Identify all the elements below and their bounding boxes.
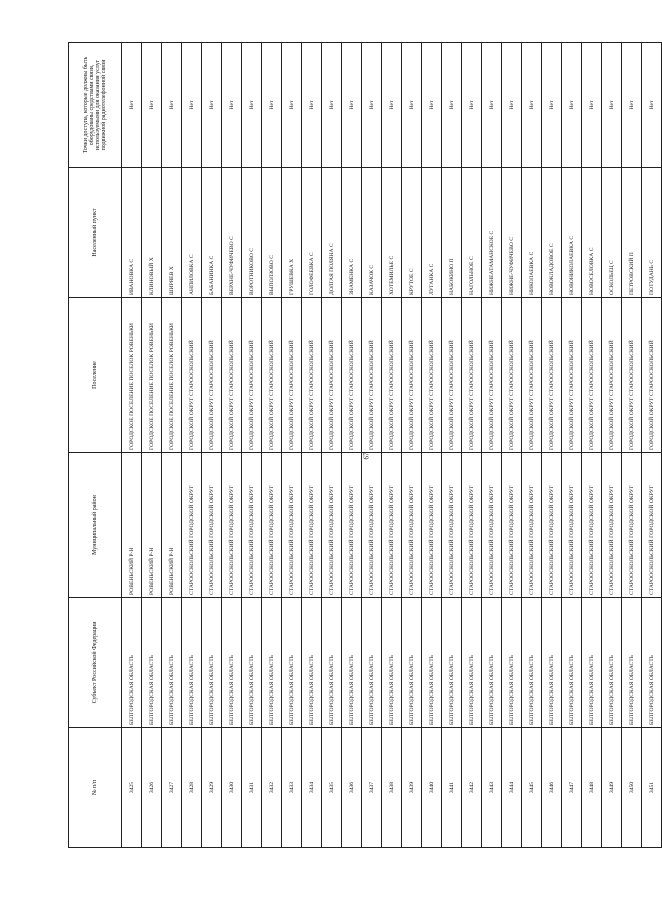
row-locality: ДОЛГАЯ ПОЛЯНА С	[322, 168, 342, 298]
row-region: БЕЛГОРОДСКАЯ ОБЛАСТЬ	[322, 598, 342, 728]
row-access-point: Нет	[322, 43, 342, 168]
row-region: БЕЛГОРОДСКАЯ ОБЛАСТЬ	[302, 598, 322, 728]
row-number: 3444	[502, 728, 522, 848]
row-access-point: Нет	[642, 43, 662, 168]
header-district: Муниципальный район	[69, 453, 122, 598]
row-number: 3428	[182, 728, 202, 848]
row-region: БЕЛГОРОДСКАЯ ОБЛАСТЬ	[402, 598, 422, 728]
row-region: БЕЛГОРОДСКАЯ ОБЛАСТЬ	[142, 598, 162, 728]
table-row	[582, 43, 602, 848]
row-region: БЕЛГОРОДСКАЯ ОБЛАСТЬ	[522, 598, 542, 728]
table-row	[222, 43, 242, 848]
row-locality: БАБАНИНКА С	[202, 168, 222, 298]
row-region: БЕЛГОРОДСКАЯ ОБЛАСТЬ	[262, 598, 282, 728]
row-region: БЕЛГОРОДСКАЯ ОБЛАСТЬ	[642, 598, 662, 728]
row-access-point: Нет	[482, 43, 502, 168]
row-settlement: ГОРОДСКОЙ ОКРУГ СТАРООСКОЛЬСКИЙ	[462, 298, 482, 453]
row-access-point: Нет	[562, 43, 582, 168]
row-access-point: Нет	[262, 43, 282, 168]
row-locality: ВЕРХНЕ-ЧУФИЧЕВО С	[222, 168, 242, 298]
row-district: СТАРООСКОЛЬСКИЙ ГОРОДСКОЙ ОКРУГ	[342, 453, 362, 598]
row-district: СТАРООСКОЛЬСКИЙ ГОРОДСКОЙ ОКРУГ	[222, 453, 242, 598]
row-region: БЕЛГОРОДСКАЯ ОБЛАСТЬ	[502, 598, 522, 728]
row-region: БЕЛГОРОДСКАЯ ОБЛАСТЬ	[442, 598, 462, 728]
row-number: 3436	[342, 728, 362, 848]
row-settlement: ГОРОДСКОЙ ОКРУГ СТАРООСКОЛЬСКИЙ	[302, 298, 322, 453]
row-settlement: ГОРОДСКОЕ ПОСЕЛЕНИЕ ПОСЕЛОК РОВЕНЬКИ	[142, 298, 162, 453]
row-access-point: Нет	[242, 43, 262, 168]
row-district: СТАРООСКОЛЬСКИЙ ГОРОДСКОЙ ОКРУГ	[522, 453, 542, 598]
row-district: СТАРООСКОЛЬСКИЙ ГОРОДСКОЙ ОКРУГ	[602, 453, 622, 598]
table-row	[442, 43, 462, 848]
row-locality: НОВОКЛАДОВОЕ С	[542, 168, 562, 298]
row-district: СТАРООСКОЛЬСКИЙ ГОРОДСКОЙ ОКРУГ	[642, 453, 662, 598]
row-settlement: ГОРОДСКОЙ ОКРУГ СТАРООСКОЛЬСКИЙ	[522, 298, 542, 453]
row-region: БЕЛГОРОДСКАЯ ОБЛАСТЬ	[282, 598, 302, 728]
row-access-point: Нет	[542, 43, 562, 168]
row-district: СТАРООСКОЛЬСКИЙ ГОРОДСКОЙ ОКРУГ	[402, 453, 422, 598]
row-region: БЕЛГОРОДСКАЯ ОБЛАСТЬ	[222, 598, 242, 728]
table-row	[322, 43, 342, 848]
row-locality: НИЖНЕ-ЧУФИЧЕВО С	[502, 168, 522, 298]
row-locality: НИКОЛАЕВКА С	[522, 168, 542, 298]
row-locality: НОВОСЕЛОВКА С	[582, 168, 602, 298]
row-locality: ГРУШЕВКА Х	[282, 168, 302, 298]
row-district: СТАРООСКОЛЬСКИЙ ГОРОДСКОЙ ОКРУГ	[542, 453, 562, 598]
table-row	[262, 43, 282, 848]
row-district: СТАРООСКОЛЬСКИЙ ГОРОДСКОЙ ОКРУГ	[302, 453, 322, 598]
row-locality: ЗНАМЕНКА С	[342, 168, 362, 298]
row-settlement: ГОРОДСКОЙ ОКРУГ СТАРООСКОЛЬСКИЙ	[422, 298, 442, 453]
row-region: БЕЛГОРОДСКАЯ ОБЛАСТЬ	[382, 598, 402, 728]
row-access-point: Нет	[162, 43, 182, 168]
row-number: 3438	[382, 728, 402, 848]
row-access-point: Нет	[142, 43, 162, 168]
row-number: 3429	[202, 728, 222, 848]
table-row	[562, 43, 582, 848]
row-locality: КРУТОЕ С	[402, 168, 422, 298]
row-district: СТАРООСКОЛЬСКИЙ ГОРОДСКОЙ ОКРУГ	[442, 453, 462, 598]
row-settlement: ГОРОДСКОЙ ОКРУГ СТАРООСКОЛЬСКИЙ	[602, 298, 622, 453]
row-number: 3433	[282, 728, 302, 848]
page-number: 67	[362, 452, 371, 460]
row-settlement: ГОРОДСКОЙ ОКРУГ СТАРООСКОЛЬСКИЙ	[362, 298, 382, 453]
row-district: СТАРООСКОЛЬСКИЙ ГОРОДСКОЙ ОКРУГ	[382, 453, 402, 598]
row-number: 3431	[242, 728, 262, 848]
header-number: № п/п	[69, 728, 122, 848]
table-row	[522, 43, 542, 848]
row-settlement: ГОРОДСКОЙ ОКРУГ СТАРООСКОЛЬСКИЙ	[562, 298, 582, 453]
row-district: РОВЕНЬСКИЙ Р-Н	[122, 453, 142, 598]
row-district: СТАРООСКОЛЬСКИЙ ГОРОДСКОЙ ОКРУГ	[262, 453, 282, 598]
table-row	[462, 43, 482, 848]
row-locality: НОВОНИКОЛАЕВКА С	[562, 168, 582, 298]
row-number: 3442	[462, 728, 482, 848]
row-locality: КЛИНОВЫЙ Х	[142, 168, 162, 298]
row-region: БЕЛГОРОДСКАЯ ОБЛАСТЬ	[342, 598, 362, 728]
row-settlement: ГОРОДСКОЕ ПОСЕЛЕНИЕ ПОСЕЛОК РОВЕНЬКИ	[122, 298, 142, 453]
row-number: 3425	[122, 728, 142, 848]
table-row	[202, 43, 222, 848]
row-access-point: Нет	[122, 43, 142, 168]
row-number: 3440	[422, 728, 442, 848]
row-region: БЕЛГОРОДСКАЯ ОБЛАСТЬ	[482, 598, 502, 728]
row-access-point: Нет	[362, 43, 382, 168]
row-locality: КАЗАЧОК С	[362, 168, 382, 298]
table-header-row	[69, 43, 122, 848]
row-number: 3435	[322, 728, 342, 848]
row-locality: ВЫПОЛЗОВО С	[262, 168, 282, 298]
row-settlement: ГОРОДСКОЙ ОКРУГ СТАРООСКОЛЬСКИЙ	[402, 298, 422, 453]
table-row	[542, 43, 562, 848]
row-access-point: Нет	[402, 43, 422, 168]
table-row	[482, 43, 502, 848]
row-district: СТАРООСКОЛЬСКИЙ ГОРОДСКОЙ ОКРУГ	[582, 453, 602, 598]
row-settlement: ГОРОДСКОЙ ОКРУГ СТАРООСКОЛЬСКИЙ	[482, 298, 502, 453]
row-settlement: ГОРОДСКОЙ ОКРУГ СТАРООСКОЛЬСКИЙ	[622, 298, 642, 453]
row-access-point: Нет	[622, 43, 642, 168]
table-rotation-wrapper	[68, 43, 655, 848]
row-settlement: ГОРОДСКОЙ ОКРУГ СТАРООСКОЛЬСКИЙ	[282, 298, 302, 453]
row-access-point: Нет	[202, 43, 222, 168]
row-number: 3443	[482, 728, 502, 848]
row-access-point: Нет	[342, 43, 362, 168]
table-row	[642, 43, 662, 848]
row-number: 3437	[362, 728, 382, 848]
row-number: 3439	[402, 728, 422, 848]
row-locality: ПОТУДАНЬ С	[642, 168, 662, 298]
row-region: БЕЛГОРОДСКАЯ ОБЛАСТЬ	[122, 598, 142, 728]
table-body	[122, 43, 662, 848]
row-district: СТАРООСКОЛЬСКИЙ ГОРОДСКОЙ ОКРУГ	[282, 453, 302, 598]
row-region: БЕЛГОРОДСКАЯ ОБЛАСТЬ	[462, 598, 482, 728]
row-access-point: Нет	[522, 43, 542, 168]
row-access-point: Нет	[182, 43, 202, 168]
table-row	[282, 43, 302, 848]
row-settlement: ГОРОДСКОЙ ОКРУГ СТАРООСКОЛЬСКИЙ	[182, 298, 202, 453]
row-locality: ШИРЯЕВ Х	[162, 168, 182, 298]
row-locality: НАБОКИНО П	[442, 168, 462, 298]
row-settlement: ГОРОДСКОЙ ОКРУГ СТАРООСКОЛЬСКИЙ	[542, 298, 562, 453]
row-region: БЕЛГОРОДСКАЯ ОБЛАСТЬ	[622, 598, 642, 728]
row-access-point: Нет	[302, 43, 322, 168]
table-row	[622, 43, 642, 848]
row-settlement: ГОРОДСКОЙ ОКРУГ СТАРООСКОЛЬСКИЙ	[582, 298, 602, 453]
row-locality: АНПИЛОВКА С	[182, 168, 202, 298]
table-row	[242, 43, 262, 848]
row-settlement: ГОРОДСКОЙ ОКРУГ СТАРООСКОЛЬСКИЙ	[342, 298, 362, 453]
row-number: 3449	[602, 728, 622, 848]
header-access-points: Точки доступа, которые должны быть оборудованы средствами связи, используемыми для оказания услуг подвижной радиотелефонной связи	[69, 43, 122, 168]
row-district: СТАРООСКОЛЬСКИЙ ГОРОДСКОЙ ОКРУГ	[562, 453, 582, 598]
row-district: СТАРООСКОЛЬСКИЙ ГОРОДСКОЙ ОКРУГ	[182, 453, 202, 598]
row-district: СТАРООСКОЛЬСКИЙ ГОРОДСКОЙ ОКРУГ	[362, 453, 382, 598]
row-settlement: ГОРОДСКОЙ ОКРУГ СТАРООСКОЛЬСКИЙ	[502, 298, 522, 453]
table-row	[402, 43, 422, 848]
row-region: БЕЛГОРОДСКАЯ ОБЛАСТЬ	[602, 598, 622, 728]
row-number: 3434	[302, 728, 322, 848]
row-region: БЕЛГОРОДСКАЯ ОБЛАСТЬ	[562, 598, 582, 728]
row-number: 3430	[222, 728, 242, 848]
row-access-point: Нет	[582, 43, 602, 168]
table-row	[422, 43, 442, 848]
row-settlement: ГОРОДСКОЙ ОКРУГ СТАРООСКОЛЬСКИЙ	[322, 298, 342, 453]
row-region: БЕЛГОРОДСКАЯ ОБЛАСТЬ	[182, 598, 202, 728]
row-district: СТАРООСКОЛЬСКИЙ ГОРОДСКОЙ ОКРУГ	[502, 453, 522, 598]
row-locality: ХОТЕМИЛЬЕ С	[382, 168, 402, 298]
row-region: БЕЛГОРОДСКАЯ ОБЛАСТЬ	[202, 598, 222, 728]
row-number: 3450	[622, 728, 642, 848]
row-settlement: ГОРОДСКОЙ ОКРУГ СТАРООСКОЛЬСКИЙ	[242, 298, 262, 453]
row-region: БЕЛГОРОДСКАЯ ОБЛАСТЬ	[242, 598, 262, 728]
row-district: РОВЕНЬСКИЙ Р-Н	[142, 453, 162, 598]
table-row	[502, 43, 522, 848]
row-district: СТАРООСКОЛЬСКИЙ ГОРОДСКОЙ ОКРУГ	[622, 453, 642, 598]
row-settlement: ГОРОДСКОЙ ОКРУГ СТАРООСКОЛЬСКИЙ	[222, 298, 242, 453]
row-number: 3446	[542, 728, 562, 848]
row-district: СТАРООСКОЛЬСКИЙ ГОРОДСКОЙ ОКРУГ	[322, 453, 342, 598]
row-number: 3451	[642, 728, 662, 848]
row-locality: ПЕТРОВСКИЙ П	[622, 168, 642, 298]
row-number: 3445	[522, 728, 542, 848]
row-settlement: ГОРОДСКОЙ ОКРУГ СТАРООСКОЛЬСКИЙ	[262, 298, 282, 453]
row-district: СТАРООСКОЛЬСКИЙ ГОРОДСКОЙ ОКРУГ	[242, 453, 262, 598]
row-number: 3447	[562, 728, 582, 848]
row-region: БЕЛГОРОДСКАЯ ОБЛАСТЬ	[162, 598, 182, 728]
row-settlement: ГОРОДСКОЙ ОКРУГ СТАРООСКОЛЬСКИЙ	[382, 298, 402, 453]
row-number: 3448	[582, 728, 602, 848]
header-locality: Населенный пункт	[69, 168, 122, 298]
table-row	[602, 43, 622, 848]
row-locality: ГОЛОФЕЕВКА С	[302, 168, 322, 298]
row-region: БЕЛГОРОДСКАЯ ОБЛАСТЬ	[422, 598, 442, 728]
row-locality: ИВАНОВКА С	[122, 168, 142, 298]
row-number: 3426	[142, 728, 162, 848]
row-access-point: Нет	[382, 43, 402, 168]
row-access-point: Нет	[462, 43, 482, 168]
document-page	[68, 43, 655, 848]
table-row	[342, 43, 362, 848]
row-access-point: Нет	[442, 43, 462, 168]
row-access-point: Нет	[602, 43, 622, 168]
row-district: РОВЕНЬСКИЙ Р-Н	[162, 453, 182, 598]
row-district: СТАРООСКОЛЬСКИЙ ГОРОДСКОЙ ОКРУГ	[422, 453, 442, 598]
row-access-point: Нет	[222, 43, 242, 168]
row-settlement: ГОРОДСКОЕ ПОСЕЛЕНИЕ ПОСЕЛОК РОВЕНЬКИ	[162, 298, 182, 453]
row-locality: ЛУГАНКА С	[422, 168, 442, 298]
row-number: 3427	[162, 728, 182, 848]
row-region: БЕЛГОРОДСКАЯ ОБЛАСТЬ	[362, 598, 382, 728]
row-number: 3441	[442, 728, 462, 848]
table-row	[142, 43, 162, 848]
row-district: СТАРООСКОЛЬСКИЙ ГОРОДСКОЙ ОКРУГ	[462, 453, 482, 598]
table-row	[162, 43, 182, 848]
settlements-table	[68, 42, 662, 848]
row-district: СТАРООСКОЛЬСКИЙ ГОРОДСКОЙ ОКРУГ	[482, 453, 502, 598]
row-region: БЕЛГОРОДСКАЯ ОБЛАСТЬ	[582, 598, 602, 728]
table-row	[182, 43, 202, 848]
row-locality: ВОРОТНИКОВО С	[242, 168, 262, 298]
row-settlement: ГОРОДСКОЙ ОКРУГ СТАРООСКОЛЬСКИЙ	[442, 298, 462, 453]
row-access-point: Нет	[502, 43, 522, 168]
header-settlement: Поселение	[69, 298, 122, 453]
row-district: СТАРООСКОЛЬСКИЙ ГОРОДСКОЙ ОКРУГ	[202, 453, 222, 598]
table-row	[122, 43, 142, 848]
header-region: Субъект Российской Федерации	[69, 598, 122, 728]
row-settlement: ГОРОДСКОЙ ОКРУГ СТАРООСКОЛЬСКИЙ	[202, 298, 222, 453]
row-locality: ОСКОЛЬЕЦ С	[602, 168, 622, 298]
row-settlement: ГОРОДСКОЙ ОКРУГ СТАРООСКОЛЬСКИЙ	[642, 298, 662, 453]
row-locality: НИЖНЕАТАМАНСКОЕ С	[482, 168, 502, 298]
table-row	[302, 43, 322, 848]
row-access-point: Нет	[282, 43, 302, 168]
row-region: БЕЛГОРОДСКАЯ ОБЛАСТЬ	[542, 598, 562, 728]
row-access-point: Нет	[422, 43, 442, 168]
table-row	[382, 43, 402, 848]
row-locality: НАГОЛЬНОЕ С	[462, 168, 482, 298]
table-row	[362, 43, 382, 848]
row-number: 3432	[262, 728, 282, 848]
